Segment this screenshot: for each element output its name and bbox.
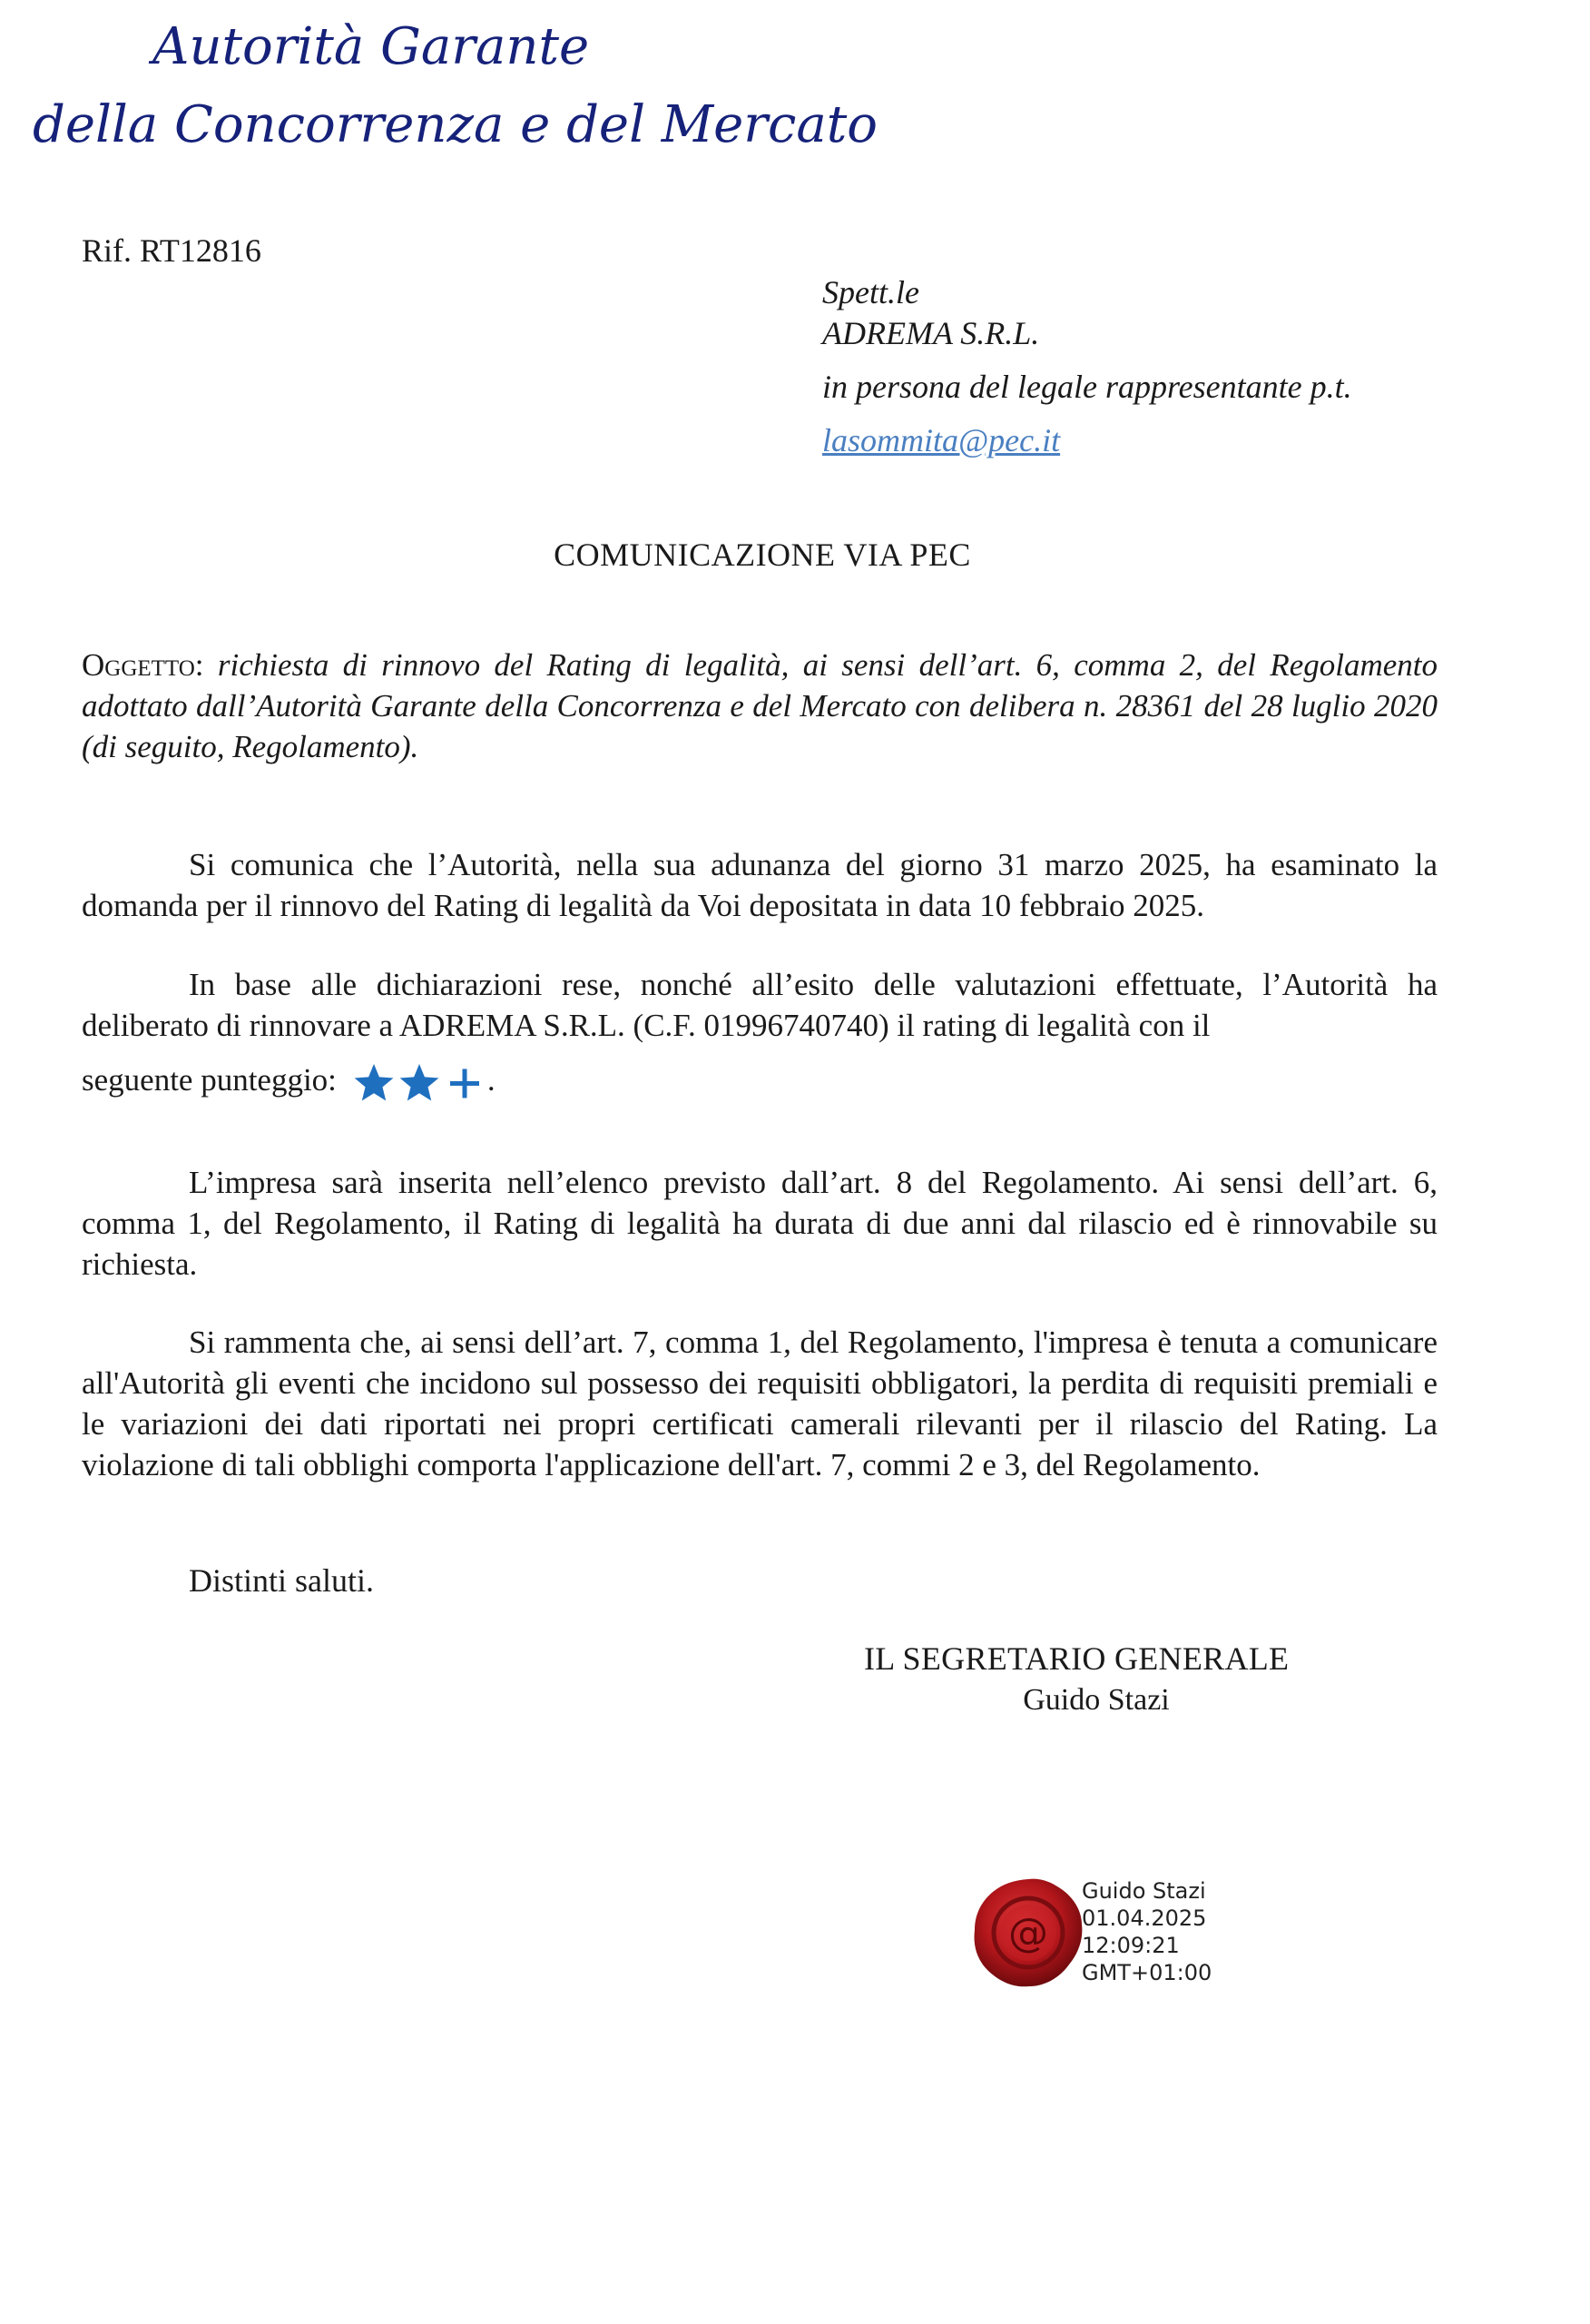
signatory-name: Guido Stazi [1023, 1683, 1170, 1717]
signature-time: 12:09:21 [1082, 1933, 1180, 1958]
communication-heading: COMUNICAZIONE VIA PEC [554, 537, 971, 573]
signature-date: 01.04.2025 [1082, 1905, 1207, 1931]
paragraph-examination: Si comunica che l’Autorità, nella sua adunanza del giorno 31 marzo 2025, ha esaminato la domanda per il rinnovo del Rating di legalità da Voi depositata in data 10 febbraio 2025. [82, 847, 1438, 923]
closing-greeting: Distinti saluti. [189, 1562, 375, 1599]
wax-seal-graphic [969, 1874, 1087, 1992]
recipient-pec-link[interactable]: lasommita@pec.it [822, 422, 1061, 458]
plus-icon [450, 1068, 479, 1098]
subject-label: Oggetto: [82, 647, 204, 683]
reference-number: Rif. RT12816 [82, 232, 261, 269]
rating-stars [351, 1060, 487, 1106]
signature-timezone: GMT+01:00 [1082, 1960, 1212, 1985]
recipient-company: ADREMA S.R.L. [822, 315, 1040, 351]
letterhead-line-1: Autorità Garante [152, 17, 590, 76]
subject-text: richiesta di rinnovo del Rating di legalità, ai sensi dell’art. 6, comma 2, del Regolamento adottato dall’Autorità Garante della Concorrenza e del Mercato con delibera n. 28361 del 28 luglio 2020 (di seguito, Regolamento). [82, 647, 1438, 764]
digital-signature-stamp [1082, 1877, 1212, 1986]
paragraph-rating-text: In base alle dichiarazioni rese, nonché all’esito delle valutazioni effettuate, l’Autorità ha deliberato di rinnovare a ADREMA S.R.L. (C.F. 01996740740) il rating di legalità con il [82, 967, 1438, 1043]
letterhead-logo-graphic [27, 5, 878, 160]
letterhead-logo [27, 5, 878, 160]
paragraph-registry: L’impresa sarà inserita nell’elenco previsto dall’art. 8 del Regolamento. Ai sensi dell’art. 6, comma 1, del Regolamento, il Rating di legalità ha durata di due anni dal rilascio ed è rinnovabile su richiesta. [82, 1165, 1438, 1282]
rating-score-end: . [486, 1062, 496, 1098]
svg-text:@: @ [1008, 1910, 1048, 1956]
letterhead-line-2: della Concorrenza e del Mercato [33, 95, 878, 154]
recipient-salutation: Spett.le [822, 274, 919, 310]
paragraph-obligations: Si rammenta che, ai sensi dell’art. 7, comma 1, del Regolamento, l'impresa è tenuta a comunicare all'Autorità gli eventi che incidono sul possesso dei requisiti obbligatori, la perdita di requisiti premiali e le variazioni dei dati riportati nei propri certificati camerali rilevanti per il rilascio del Rating. La violazione di tali obblighi comporta l'applicazione dell'art. 7, commi 2 e 3, del Regolamento. [82, 1324, 1438, 1482]
rating-stars-graphic [351, 1060, 487, 1106]
subject-paragraph [82, 645, 1438, 767]
recipient-block [822, 272, 1352, 461]
paragraph-rating [82, 964, 1438, 1108]
signature-signer: Guido Stazi [1082, 1878, 1206, 1904]
signatory-title: IL SEGRETARIO GENERALE [864, 1640, 1290, 1677]
rating-score-label: seguente punteggio: [82, 1062, 337, 1098]
recipient-representative: in persona del legale rappresentante p.t. [822, 369, 1352, 405]
star-icon [400, 1064, 439, 1101]
star-icon [355, 1064, 394, 1101]
rating-score-line [82, 1053, 1438, 1108]
wax-seal-icon [969, 1874, 1087, 1992]
